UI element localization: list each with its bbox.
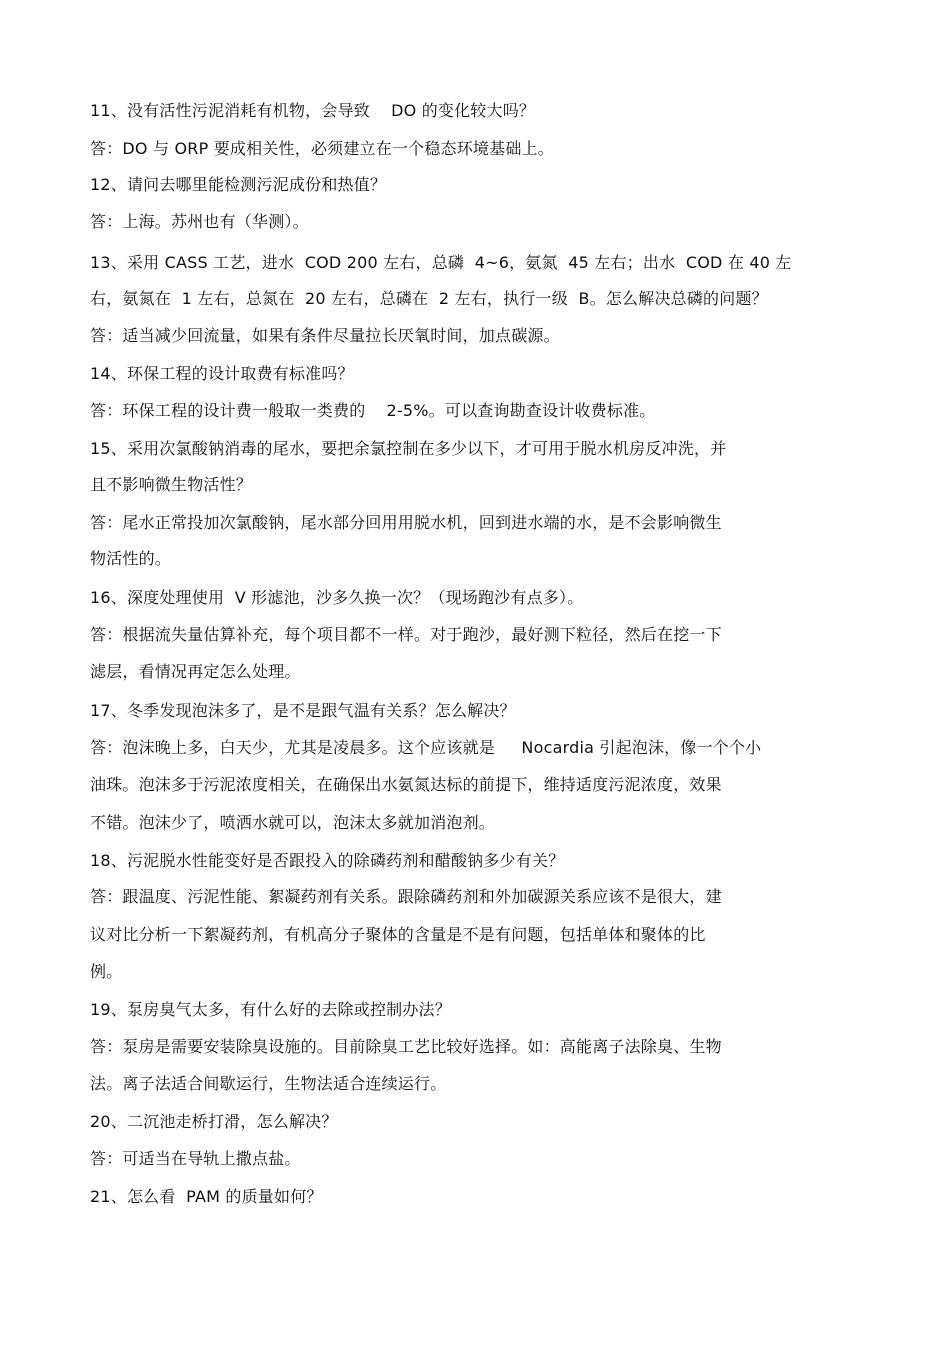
answer-16-line-1: 答：根据流失量估算补充，每个项目都不一样。对于跑沙，最好测下粒径，然后在挖一下	[90, 625, 722, 644]
question-17: 17、冬季发现泡沫多了，是不是跟气温有关系？怎么解决？	[90, 701, 516, 720]
answer-19-line-1: 答：泵房是需要安装除臭设施的。目前除臭工艺比较好选择。如：高能离子法除臭、生物	[90, 1037, 722, 1056]
question-20: 20、二沉池走桥打滑，怎么解决？	[90, 1112, 338, 1131]
answer-15-line-1: 答：尾水正常投加次氯酸钠，尾水部分回用用脱水机，回到进水端的水，是不会影响微生	[90, 513, 722, 532]
question-14: 14、环保工程的设计取费有标准吗？	[90, 364, 354, 383]
answer-12: 答：上海。苏州也有（华测）。	[90, 212, 309, 231]
answer-17-line-2: 油珠。泡沫多于污泥浓度相关，在确保出水氨氮达标的前提下，维持适度污泥浓度，效果	[90, 775, 722, 794]
answer-14: 答：环保工程的设计费一般取一类费的 2-5%。可以查询勘查设计收费标准。	[90, 401, 656, 420]
answer-20: 答：可适当在导轨上撒点盐。	[90, 1149, 301, 1168]
question-11: 11、没有活性污泥消耗有机物，会导致 DO 的变化较大吗？	[90, 101, 536, 120]
answer-13: 答：适当减少回流量，如果有条件尽量拉长厌氧时间，加点碳源。	[90, 326, 560, 345]
question-13-line-2: 右，氨氮在 1 左右，总氮在 20 左右，总磷在 2 左右，执行一级 B。怎么解决总磷的问题？	[90, 289, 768, 308]
question-19: 19、泵房臭气太多，有什么好的去除或控制办法？	[90, 1000, 451, 1019]
question-13-line-1: 13、采用 CASS 工艺，进水 COD 200 左右，总磷 4~6，氨氮 45 左右；出水 COD 在 40 左	[90, 253, 792, 272]
answer-17-line-3: 不错。泡沫少了，喷洒水就可以，泡沫太多就加消泡剂。	[90, 813, 496, 832]
answer-17-line-1: 答：泡沫晚上多，白天少，尤其是凌晨多。这个应该就是 Nocardia 引起泡沫，像一个个小	[90, 738, 762, 757]
question-18: 18、污泥脱水性能变好是否跟投入的除磷药剂和醋酸钠多少有关？	[90, 851, 565, 870]
answer-11: 答：DO 与 ORP 要成相关性，必须建立在一个稳态环境基础上。	[90, 139, 554, 158]
question-15-line-1: 15、采用次氯酸钠消毒的尾水，要把余氯控制在多少以下，才可用于脱水机房反冲洗，并	[90, 439, 727, 458]
answer-18-line-2: 议对比分析一下絮凝药剂，有机高分子聚体的含量是不是有问题，包括单体和聚体的比	[90, 925, 706, 944]
question-16: 16、深度处理使用 V 形滤池，沙多久换一次？（现场跑沙有点多）。	[90, 588, 584, 607]
question-21: 21、怎么看 PAM 的质量如何？	[90, 1187, 323, 1206]
answer-19-line-2: 法。离子法适合间歇运行，生物法适合连续运行。	[90, 1074, 447, 1093]
answer-15-line-2: 物活性的。	[90, 549, 172, 568]
answer-18-line-1: 答：跟温度、污泥性能、絮凝药剂有关系。跟除磷药剂和外加碳源关系应该不是很大，建	[90, 887, 722, 906]
question-12: 12、请问去哪里能检测污泥成份和热值？	[90, 175, 387, 194]
question-15-line-2: 且不影响微生物活性？	[90, 475, 253, 494]
answer-16-line-2: 滤层，看情况再定怎么处理。	[90, 662, 301, 681]
answer-18-line-3: 例。	[90, 962, 123, 981]
